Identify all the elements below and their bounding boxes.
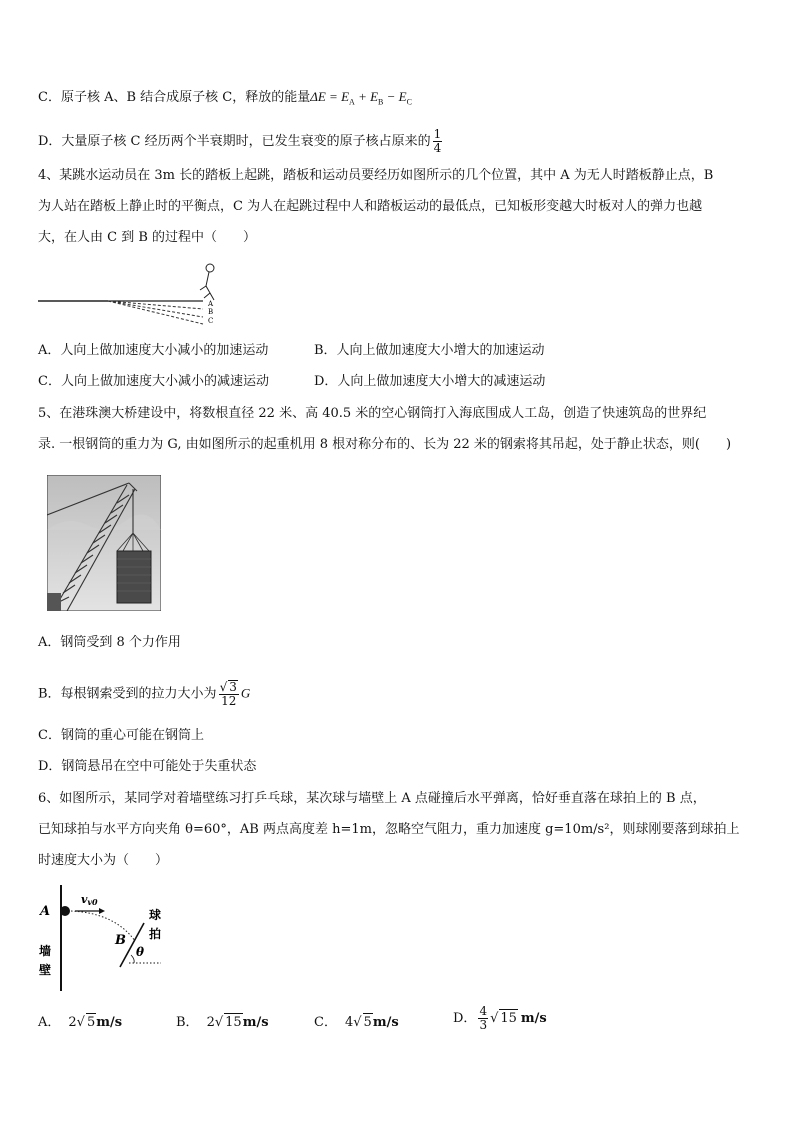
q4-option-d: D．人向上做加速度大小增大的减速运动 [314,374,546,389]
crane-photo [47,475,161,611]
svg-text:墙: 墙 [39,944,52,958]
q4-stem-line3: 大，在人由 C 到 B 的过程中（ ） [38,230,257,245]
q4-stem-line2: 为人站在踏板上静止时的平衡点，C 为人在起跳过程中人和踏板运动的最低点，已知板形变越大时板对人的弹力也越 [38,199,703,214]
q4-option-b: B．人向上做加速度大小增大的加速运动 [314,343,545,358]
q5-option-c: C．钢筒的重心可能在钢筒上 [38,728,204,743]
q6-option-a: A． 2√ 5m/s [38,1015,123,1030]
svg-text:C: C [208,317,214,325]
svg-text:壁: 壁 [39,963,52,977]
fraction-quarter: $\frac{1}{4}$ [433,127,442,155]
q5-option-a: A．钢筒受到 8 个力作用 [38,635,181,650]
q3-option-d: D．大量原子核 C 经历两个半衰期时，已发生衰变的原子核占原来的 $\frac{1}{4}$ [38,127,442,155]
q3-option-c: C．原子核 A、B 结合成原子核 C，释放的能量$\Delta E = E_A + E_B - E_C$ [38,89,412,107]
pingpong-wall-figure [35,885,175,995]
q6-option-b: B． 2√ 15m/s [176,1015,269,1030]
svg-text:B: B [208,308,214,316]
q6-stem-line2: 已知球拍与水平方向夹角 θ=60°，AB 两点高度差 h=1m，忽略空气阻力，重力加速度 g=10m/s²，则球刚要落到球拍上 [38,822,740,837]
q6-option-d: D． $\frac{4}{3}$ √ 15 m/s [453,1004,547,1032]
q5-option-d: D．钢筒悬吊在空中可能处于失重状态 [38,759,257,774]
diving-board-figure [38,260,228,330]
energy-formula: $\Delta E = E_A + E_B - E_C$ [310,89,412,107]
q4-option-a: A．人向上做加速度大小减小的加速运动 [38,343,269,358]
svg-text:θ: θ [136,945,145,959]
svg-text:vv0: vv0 [81,893,98,907]
q6-option-c: C． 4√ 5m/s [314,1015,399,1030]
q5-stem-line1: 5、在港珠澳大桥建设中，将数根直径 22 米、高 40.5 米的空心钢筒打入海底围成人工岛，创造了快速筑岛的世界纪 [38,406,707,421]
svg-text:A: A [208,300,214,308]
svg-text:A: A [40,904,51,919]
q6-stem-line3: 时速度大小为（ ） [38,853,169,868]
fraction-sqrt3-over-12: $\frac{√ 3}{12}$ [219,680,237,708]
svg-text:B: B [115,933,126,948]
fraction-four-thirds: $\frac{4}{3}$ [479,1004,488,1032]
q4-stem-line1: 4、某跳水运动员在 3m 长的踏板上起跳，踏板和运动员要经历如图所示的几个位置，其中 A 为无人时踏板静止点，B [38,168,714,183]
q6-stem-line1: 6、如图所示，某同学对着墙壁练习打乒乓球，某次球与墙壁上 A 点碰撞后水平弹离，恰好垂直落在球拍上的 B 点， [38,791,706,806]
svg-text:球: 球 [149,908,162,922]
q4-option-c: C．人向上做加速度大小减小的减速运动 [38,374,269,389]
q5-option-b: B．每根钢索受到的拉力大小为 $\frac{√ 3}{12}$ G [38,680,251,708]
q5-stem-line2: 录. 一根钢筒的重力为 G, 由如图所示的起重机用 8 根对称分布的、长为 22 米的钢索将其吊起，处于静止状态，则( ) [38,437,732,452]
svg-text:拍: 拍 [149,927,162,941]
